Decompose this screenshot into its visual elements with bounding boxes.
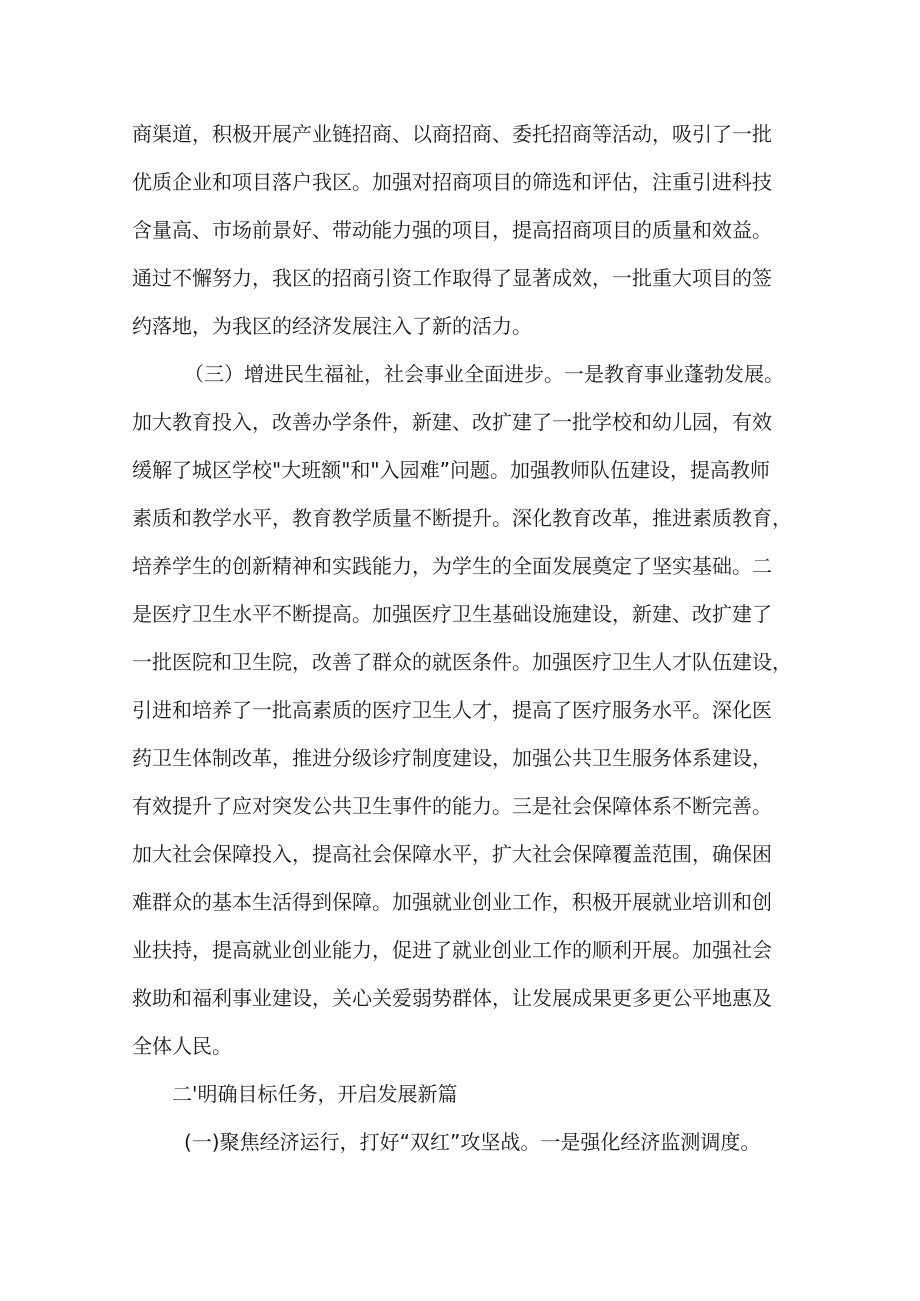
- text-line: 全体人民。: [132, 1034, 232, 1058]
- text-line: 缓解了城区学校"大班额"和"入园难”问题。加强教师队伍建设，提高教师: [132, 458, 770, 482]
- text-line: （三）增进民生福祉，社会事业全面进步。一是教育事业蓬勃发展。: [184, 362, 784, 386]
- text-line: 约落地，为我区的经济发展注入了新的活力。: [132, 314, 532, 338]
- text-line: 优质企业和项目落户我区。加强对招商项目的筛选和评估，注重引进科技: [132, 170, 772, 194]
- text-line: 通过不懈努力，我区的招商引资工作取得了显著成效，一批重大项目的签: [132, 266, 772, 290]
- text-line: 是医疗卫生水平不断提高。加强医疗卫生基础设施建设，新建、改扩建了: [132, 602, 772, 626]
- text-line: 一批医院和卫生院，改善了群众的就医条件。加强医疗卫生人才队伍建设，: [132, 650, 792, 674]
- text-line: 含量高、市场前景好、带动能力强的项目，提高招商项目的质量和效益。: [132, 218, 772, 242]
- text-line: 有效提升了应对突发公共卫生事件的能力。三是社会保障体系不断完善。: [132, 794, 772, 818]
- text-line: 药卫生体制改革，推进分级诊疗制度建设，加强公共卫生服务体系建设，: [132, 746, 772, 770]
- text-line: 难群众的基本生活得到保障。加强就业创业工作，积极开展就业培训和创: [132, 890, 772, 914]
- section-heading: [132, 1070, 792, 1118]
- text-line: 引进和培养了一批高素质的医疗卫生人才，提高了医疗服务水平。深化医: [132, 698, 772, 722]
- paragraph-livelihood: [132, 350, 792, 1070]
- paragraph-investment: [132, 110, 792, 350]
- heading-text: 二'明确目标任务，开启发展新篇: [172, 1082, 458, 1106]
- text-line: 素质和教学水平，教育教学质量不断提升。深化教育改革，推进素质教育，: [132, 506, 792, 530]
- document-body: [132, 110, 792, 1166]
- text-line: 救助和福利事业建设，关心关爱弱势群体，让发展成果更多更公平地惠及: [132, 986, 772, 1010]
- text-line: 加大社会保障投入，提高社会保障水平，扩大社会保障覆盖范围，确保困: [132, 842, 772, 866]
- text-line: 商渠道，积极开展产业链招商、以商招商、委托招商等活动，吸引了一批: [132, 122, 772, 146]
- text-line: 培养学生的创新精神和实践能力，为学生的全面发展奠定了坚实基础。二: [132, 554, 772, 578]
- paragraph-economy: [132, 1118, 792, 1166]
- text-line: 业扶持，提高就业创业能力，促进了就业创业工作的顺利开展。加强社会: [132, 938, 772, 962]
- text-line: 加大教育投入，改善办学条件，新建、改扩建了一批学校和幼儿园，有效: [132, 410, 772, 434]
- text-line: (一)聚焦经济运行，打好“双红”攻坚战。一是强化经济监测调度。: [184, 1130, 761, 1154]
